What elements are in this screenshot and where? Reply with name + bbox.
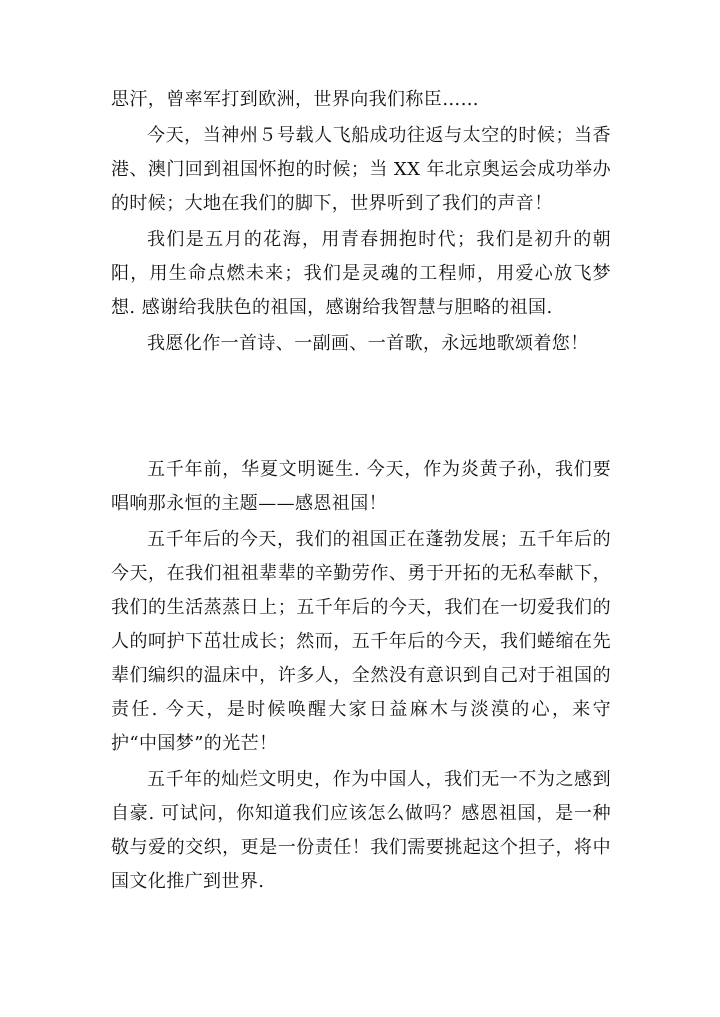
- section-one: [111, 83, 611, 363]
- paragraph-3: 我们是五月的花海，用青春拥抱时代；我们是初升的朝阳，用生命点燃未来；我们是灵魂的工程师，用爱心放飞梦想. 感谢给我肤色的祖国，感谢给我智慧与胆略的祖国.: [111, 229, 611, 318]
- paragraph-5: 五千年前，华夏文明诞生. 今天，作为炎黄子孙，我们要唱响那永恒的主题——感恩祖国！: [111, 459, 611, 514]
- paragraph-1: 思汗，曾率军打到欧洲，世界向我们称臣……: [111, 89, 479, 110]
- section-two: [111, 453, 611, 901]
- paragraph-2: 今天，当神州５号载人飞船成功往返与太空的时候；当香港、澳门回到祖国怀抱的时候；当 XX 年北京奥运会成功举办的时候；大地在我们的脚下，世界听到了我们的声音！: [111, 125, 611, 214]
- paragraph-6: 五千年后的今天，我们的祖国正在蓬勃发展；五千年后的今天，在我们祖祖辈辈的辛勤劳作、勇于开拓的无私奉献下，我们的生活蒸蒸日上；五千年后的今天，我们在一切爱我们的人的呵护下茁壮成长；然而，五千年后的今天，我们蜷缩在先辈们编织的温床中，许多人，全然没有意识到自己对于祖国的责任. 今天，是时候唤醒大家日益麻木与淡漠的心，来守护“中国梦”的光芒！: [111, 529, 611, 754]
- paragraph-7: 五千年的灿烂文明史，作为中国人，我们无一不为之感到自豪. 可试问，你知道我们应该怎么做吗？感恩祖国，是一种敬与爱的交织，更是一份责任！我们需要挑起这个担子，将中国文化推广到世界.: [111, 769, 611, 892]
- paragraph-4: 我愿化作一首诗、一副画、一首歌，永远地歌颂着您！: [147, 333, 589, 354]
